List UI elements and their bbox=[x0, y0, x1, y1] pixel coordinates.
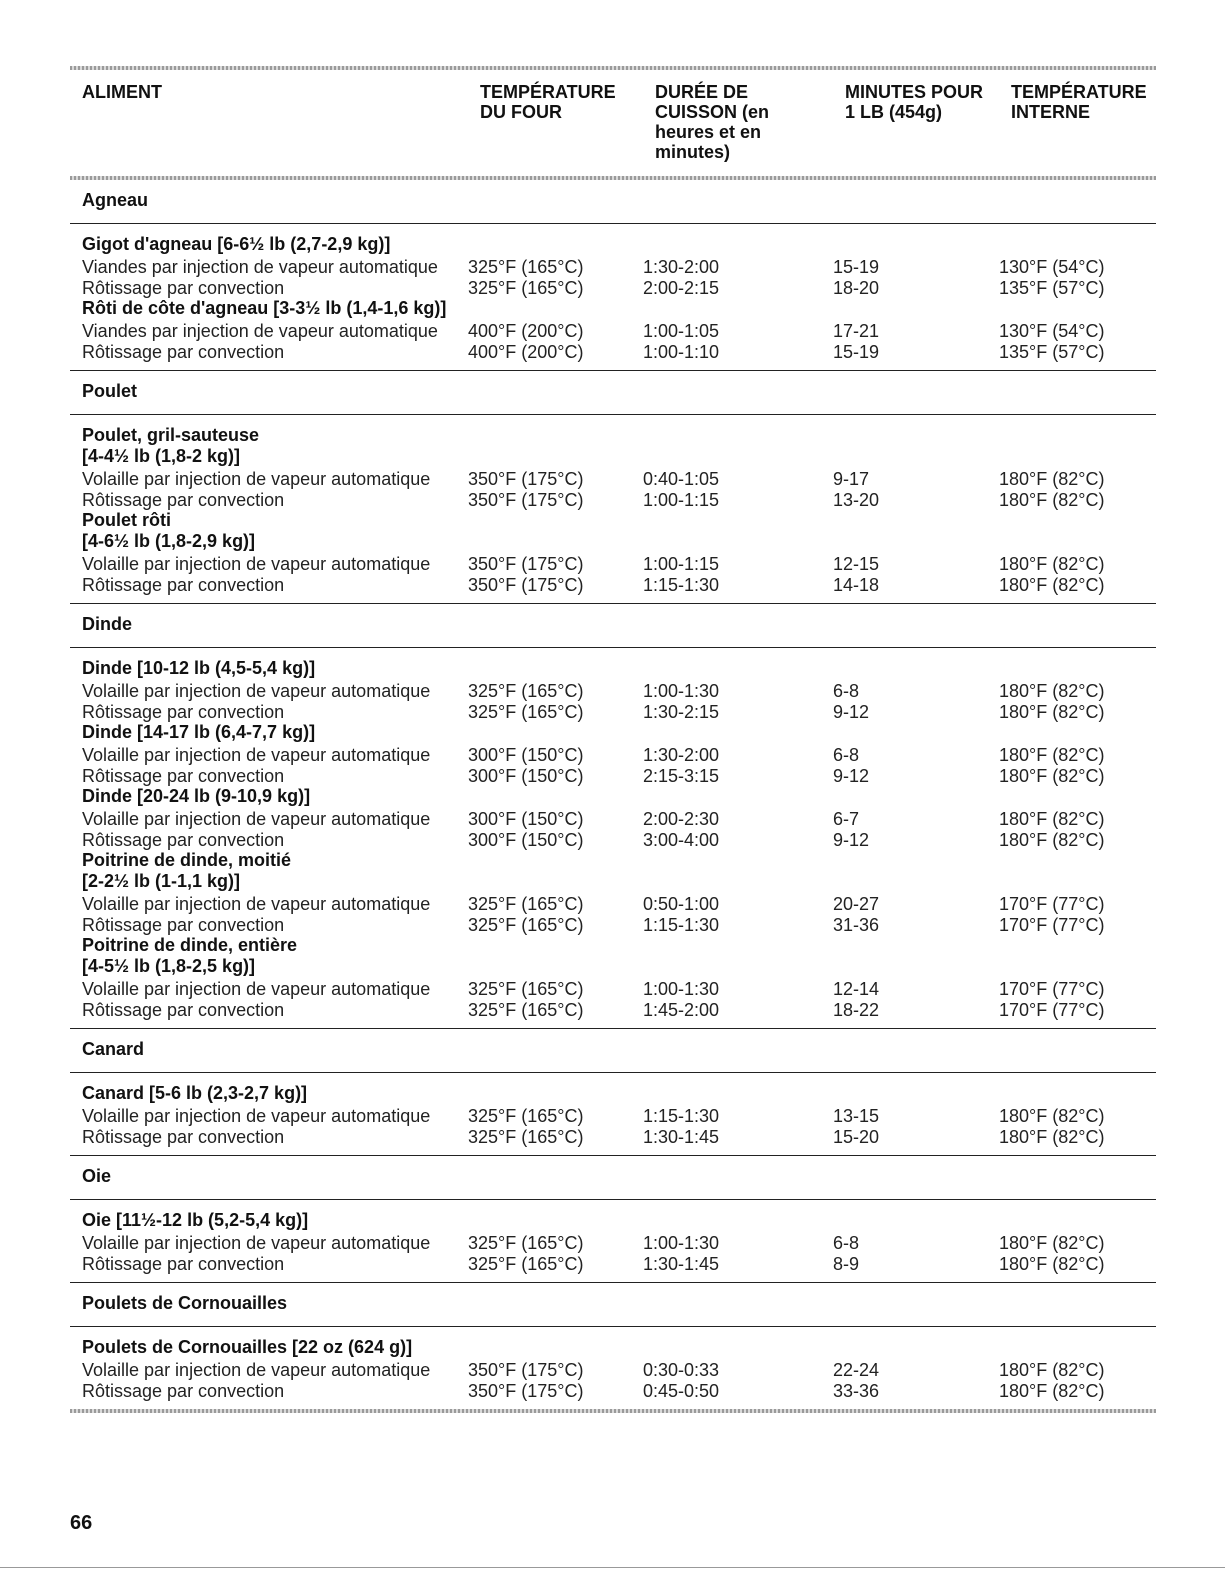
table-cell: 325°F (165°C) bbox=[468, 277, 584, 298]
table-cell: 12-14 bbox=[833, 979, 880, 999]
table-cell: 6-8 bbox=[833, 745, 860, 765]
table-cell: 9-12 bbox=[833, 829, 870, 850]
table-row bbox=[82, 1106, 1156, 1127]
page-bottom-rule bbox=[0, 1567, 1225, 1568]
table-row bbox=[82, 979, 1156, 1000]
table-cell: 300°F (150°C) bbox=[468, 809, 584, 829]
food-item-title: Oie [11½-12 lb (5,2-5,4 kg)] bbox=[82, 1210, 309, 1230]
table-cell: 325°F (165°C) bbox=[468, 701, 584, 722]
table-cell: 400°F (200°C) bbox=[468, 321, 584, 341]
table-cell: 0:45-0:50 bbox=[643, 1380, 720, 1401]
food-item-title: Poulet rôti [4-6½ lb (1,8-2,9 kg)] bbox=[82, 510, 256, 551]
table-row bbox=[82, 1233, 1156, 1254]
table-cell: 1:00-1:10 bbox=[643, 341, 720, 362]
category-heading: Poulets de Cornouailles bbox=[82, 1293, 288, 1313]
table-cell: 325°F (165°C) bbox=[468, 1253, 584, 1274]
table-cell: Rôtissage par convection bbox=[82, 829, 285, 850]
table-cell: 3:00-4:00 bbox=[643, 829, 720, 850]
table-body bbox=[70, 180, 1156, 1409]
food-item-title: Gigot d'agneau [6-6½ lb (2,7-2,9 kg)] bbox=[82, 234, 391, 254]
table-cell: 180°F (82°C) bbox=[999, 829, 1105, 850]
table-cell: 20-27 bbox=[833, 894, 880, 914]
column-header: TEMPÉRATURE INTERNE bbox=[1011, 82, 1147, 122]
table-row bbox=[82, 321, 1156, 342]
table-row bbox=[82, 894, 1156, 915]
table-row bbox=[82, 342, 1156, 363]
table-cell: 9-12 bbox=[833, 765, 870, 786]
table-cell: Volaille par injection de vapeur automatique bbox=[82, 1233, 431, 1253]
table-row bbox=[82, 809, 1156, 830]
category-items bbox=[70, 224, 1156, 370]
table-cell: 180°F (82°C) bbox=[999, 765, 1105, 786]
table-cell: 325°F (165°C) bbox=[468, 1106, 584, 1126]
table-cell: 1:00-1:15 bbox=[643, 489, 720, 510]
table-row bbox=[82, 745, 1156, 766]
table-cell: Rôtissage par convection bbox=[82, 489, 285, 510]
table-cell: 325°F (165°C) bbox=[468, 1233, 584, 1253]
table-row bbox=[82, 257, 1156, 278]
table-cell: 9-17 bbox=[833, 469, 870, 489]
table-cell: 325°F (165°C) bbox=[468, 681, 584, 701]
table-cell: Rôtissage par convection bbox=[82, 341, 285, 362]
category-items bbox=[70, 1200, 1156, 1282]
table-cell: 2:00-2:15 bbox=[643, 277, 720, 298]
table-header bbox=[70, 70, 1156, 176]
table-cell: 12-15 bbox=[833, 554, 880, 574]
table-cell: Rôtissage par convection bbox=[82, 765, 285, 786]
table-cell: 1:15-1:30 bbox=[643, 574, 720, 595]
table-cell: Rôtissage par convection bbox=[82, 914, 285, 935]
table-cell: 350°F (175°C) bbox=[468, 574, 584, 595]
table-row bbox=[82, 469, 1156, 490]
food-item-title: Canard [5-6 lb (2,3-2,7 kg)] bbox=[82, 1083, 308, 1103]
table-cell: 33-36 bbox=[833, 1380, 880, 1401]
table-row bbox=[82, 1360, 1156, 1381]
food-item-title: Poitrine de dinde, entière [4-5½ lb (1,8-2,5 kg)] bbox=[82, 935, 298, 976]
table-cell: 180°F (82°C) bbox=[999, 701, 1105, 722]
table-row bbox=[82, 278, 1156, 299]
table-cell: 1:15-1:30 bbox=[643, 914, 720, 935]
table-cell: 14-18 bbox=[833, 574, 880, 595]
food-item-title: Poulet, gril-sauteuse [4-4½ lb (1,8-2 kg)] bbox=[82, 425, 260, 466]
table-cell: 400°F (200°C) bbox=[468, 341, 584, 362]
table-cell: Volaille par injection de vapeur automatique bbox=[82, 979, 431, 999]
table-cell: 170°F (77°C) bbox=[999, 914, 1105, 935]
table-cell: Rôtissage par convection bbox=[82, 1380, 285, 1401]
table-cell: 15-19 bbox=[833, 257, 880, 277]
table-cell: 350°F (175°C) bbox=[468, 1380, 584, 1401]
cooking-table bbox=[70, 66, 1156, 1413]
table-cell: Volaille par injection de vapeur automatique bbox=[82, 809, 431, 829]
table-row bbox=[82, 702, 1156, 723]
table-cell: 180°F (82°C) bbox=[999, 1126, 1105, 1147]
category-items bbox=[70, 1327, 1156, 1409]
table-cell: 130°F (54°C) bbox=[999, 321, 1105, 341]
table-row bbox=[82, 1254, 1156, 1275]
table-row bbox=[82, 830, 1156, 851]
category-heading: Agneau bbox=[82, 190, 149, 210]
table-cell: 180°F (82°C) bbox=[999, 1253, 1105, 1274]
food-item-title: Dinde [14-17 lb (6,4-7,7 kg)] bbox=[82, 722, 316, 742]
food-item-title: Dinde [20-24 lb (9-10,9 kg)] bbox=[82, 786, 311, 806]
table-row bbox=[82, 1000, 1156, 1021]
table-cell: 13-20 bbox=[833, 489, 880, 510]
table-row bbox=[82, 575, 1156, 596]
table-cell: 22-24 bbox=[833, 1360, 880, 1380]
food-item-title: Dinde [10-12 lb (4,5-5,4 kg)] bbox=[82, 658, 316, 678]
table-cell: 8-9 bbox=[833, 1253, 860, 1274]
table-cell: Rôtissage par convection bbox=[82, 701, 285, 722]
table-cell: 0:40-1:05 bbox=[643, 469, 720, 489]
table-cell: 130°F (54°C) bbox=[999, 257, 1105, 277]
table-cell: 300°F (150°C) bbox=[468, 829, 584, 850]
table-cell: Volaille par injection de vapeur automatique bbox=[82, 894, 431, 914]
table-cell: 2:00-2:30 bbox=[643, 809, 720, 829]
table-cell: 350°F (175°C) bbox=[468, 489, 584, 510]
table-cell: 1:00-1:30 bbox=[643, 681, 720, 701]
table-cell: 170°F (77°C) bbox=[999, 979, 1105, 999]
table-row bbox=[82, 490, 1156, 511]
table-cell: 170°F (77°C) bbox=[999, 894, 1105, 914]
column-header: DURÉE DE CUISSON (en heures et en minutes) bbox=[655, 82, 770, 162]
page-number: 66 bbox=[70, 1512, 93, 1534]
table-cell: 0:30-0:33 bbox=[643, 1360, 720, 1380]
table-cell: 135°F (57°C) bbox=[999, 341, 1105, 362]
bottom-dotted-rule bbox=[70, 1409, 1156, 1413]
table-cell: 180°F (82°C) bbox=[999, 1233, 1105, 1253]
table-cell: 15-19 bbox=[833, 341, 880, 362]
table-row bbox=[82, 1381, 1156, 1402]
table-cell: Volaille par injection de vapeur automatique bbox=[82, 1360, 431, 1380]
category-heading: Dinde bbox=[82, 614, 133, 634]
table-cell: 180°F (82°C) bbox=[999, 1380, 1105, 1401]
category-items bbox=[70, 648, 1156, 1028]
table-row bbox=[82, 766, 1156, 787]
table-cell: Volaille par injection de vapeur automatique bbox=[82, 1106, 431, 1126]
table-row bbox=[82, 915, 1156, 936]
table-cell: 325°F (165°C) bbox=[468, 894, 584, 914]
table-cell: 1:00-1:30 bbox=[643, 979, 720, 999]
table-cell: 180°F (82°C) bbox=[999, 681, 1105, 701]
table-cell: 1:30-2:00 bbox=[643, 257, 720, 277]
table-cell: 325°F (165°C) bbox=[468, 979, 584, 999]
table-cell: 300°F (150°C) bbox=[468, 765, 584, 786]
table-cell: 180°F (82°C) bbox=[999, 745, 1105, 765]
table-cell: 1:15-1:30 bbox=[643, 1106, 720, 1126]
table-cell: 300°F (150°C) bbox=[468, 745, 584, 765]
table-cell: 350°F (175°C) bbox=[468, 554, 584, 574]
column-header: ALIMENT bbox=[82, 82, 162, 102]
food-item-title: Poitrine de dinde, moitié [2-2½ lb (1-1,1 kg)] bbox=[82, 850, 292, 891]
table-cell: 9-12 bbox=[833, 701, 870, 722]
category-heading: Canard bbox=[82, 1039, 145, 1059]
table-cell: 1:00-1:15 bbox=[643, 554, 720, 574]
table-cell: 325°F (165°C) bbox=[468, 914, 584, 935]
column-header: MINUTES POUR 1 LB (454g) bbox=[845, 82, 984, 122]
table-cell: Rôtissage par convection bbox=[82, 574, 285, 595]
table-cell: Volaille par injection de vapeur automatique bbox=[82, 681, 431, 701]
table-cell: 180°F (82°C) bbox=[999, 554, 1105, 574]
table-cell: Rôtissage par convection bbox=[82, 999, 285, 1020]
table-cell: Rôtissage par convection bbox=[82, 1253, 285, 1274]
food-item-title: Poulets de Cornouailles [22 oz (624 g)] bbox=[82, 1337, 413, 1357]
table-cell: 1:00-1:05 bbox=[643, 321, 720, 341]
table-cell: 2:15-3:15 bbox=[643, 765, 720, 786]
table-cell: Viandes par injection de vapeur automatique bbox=[82, 321, 438, 341]
table-cell: 325°F (165°C) bbox=[468, 999, 584, 1020]
food-item-title: Rôti de côte d'agneau [3-3½ lb (1,4-1,6 kg)] bbox=[82, 298, 447, 318]
table-cell: 18-22 bbox=[833, 999, 880, 1020]
table-cell: 18-20 bbox=[833, 277, 880, 298]
table-cell: 180°F (82°C) bbox=[999, 574, 1105, 595]
table-row bbox=[82, 681, 1156, 702]
table-cell: 1:00-1:30 bbox=[643, 1233, 720, 1253]
table-row bbox=[82, 1127, 1156, 1148]
table-cell: 6-7 bbox=[833, 809, 860, 829]
table-row bbox=[82, 554, 1156, 575]
table-cell: 135°F (57°C) bbox=[999, 277, 1105, 298]
table-cell: 325°F (165°C) bbox=[468, 1126, 584, 1147]
table-cell: Volaille par injection de vapeur automatique bbox=[82, 745, 431, 765]
table-cell: 15-20 bbox=[833, 1126, 880, 1147]
table-cell: Volaille par injection de vapeur automatique bbox=[82, 554, 431, 574]
category-items bbox=[70, 415, 1156, 603]
table-cell: Rôtissage par convection bbox=[82, 277, 285, 298]
table-cell: 180°F (82°C) bbox=[999, 1360, 1105, 1380]
column-header: TEMPÉRATURE DU FOUR bbox=[480, 82, 616, 122]
table-cell: 180°F (82°C) bbox=[999, 809, 1105, 829]
table-cell: 17-21 bbox=[833, 321, 880, 341]
table-cell: 0:50-1:00 bbox=[643, 894, 720, 914]
table-cell: Rôtissage par convection bbox=[82, 1126, 285, 1147]
category-items bbox=[70, 1073, 1156, 1155]
table-cell: 1:30-2:00 bbox=[643, 745, 720, 765]
table-cell: 6-8 bbox=[833, 1233, 860, 1253]
category-heading: Poulet bbox=[82, 381, 138, 401]
table-cell: Volaille par injection de vapeur automatique bbox=[82, 469, 431, 489]
table-cell: 350°F (175°C) bbox=[468, 1360, 584, 1380]
table-cell: 170°F (77°C) bbox=[999, 999, 1105, 1020]
table-cell: 1:30-1:45 bbox=[643, 1126, 720, 1147]
table-cell: 1:30-2:15 bbox=[643, 701, 720, 722]
table-cell: 180°F (82°C) bbox=[999, 489, 1105, 510]
table-cell: 31-36 bbox=[833, 914, 880, 935]
table-cell: Viandes par injection de vapeur automatique bbox=[82, 257, 438, 277]
table-cell: 325°F (165°C) bbox=[468, 257, 584, 277]
table-cell: 6-8 bbox=[833, 681, 860, 701]
table-cell: 13-15 bbox=[833, 1106, 880, 1126]
table-cell: 180°F (82°C) bbox=[999, 1106, 1105, 1126]
table-cell: 1:45-2:00 bbox=[643, 999, 720, 1020]
table-cell: 1:30-1:45 bbox=[643, 1253, 720, 1274]
table-cell: 350°F (175°C) bbox=[468, 469, 584, 489]
table-cell: 180°F (82°C) bbox=[999, 469, 1105, 489]
category-heading: Oie bbox=[82, 1166, 112, 1186]
